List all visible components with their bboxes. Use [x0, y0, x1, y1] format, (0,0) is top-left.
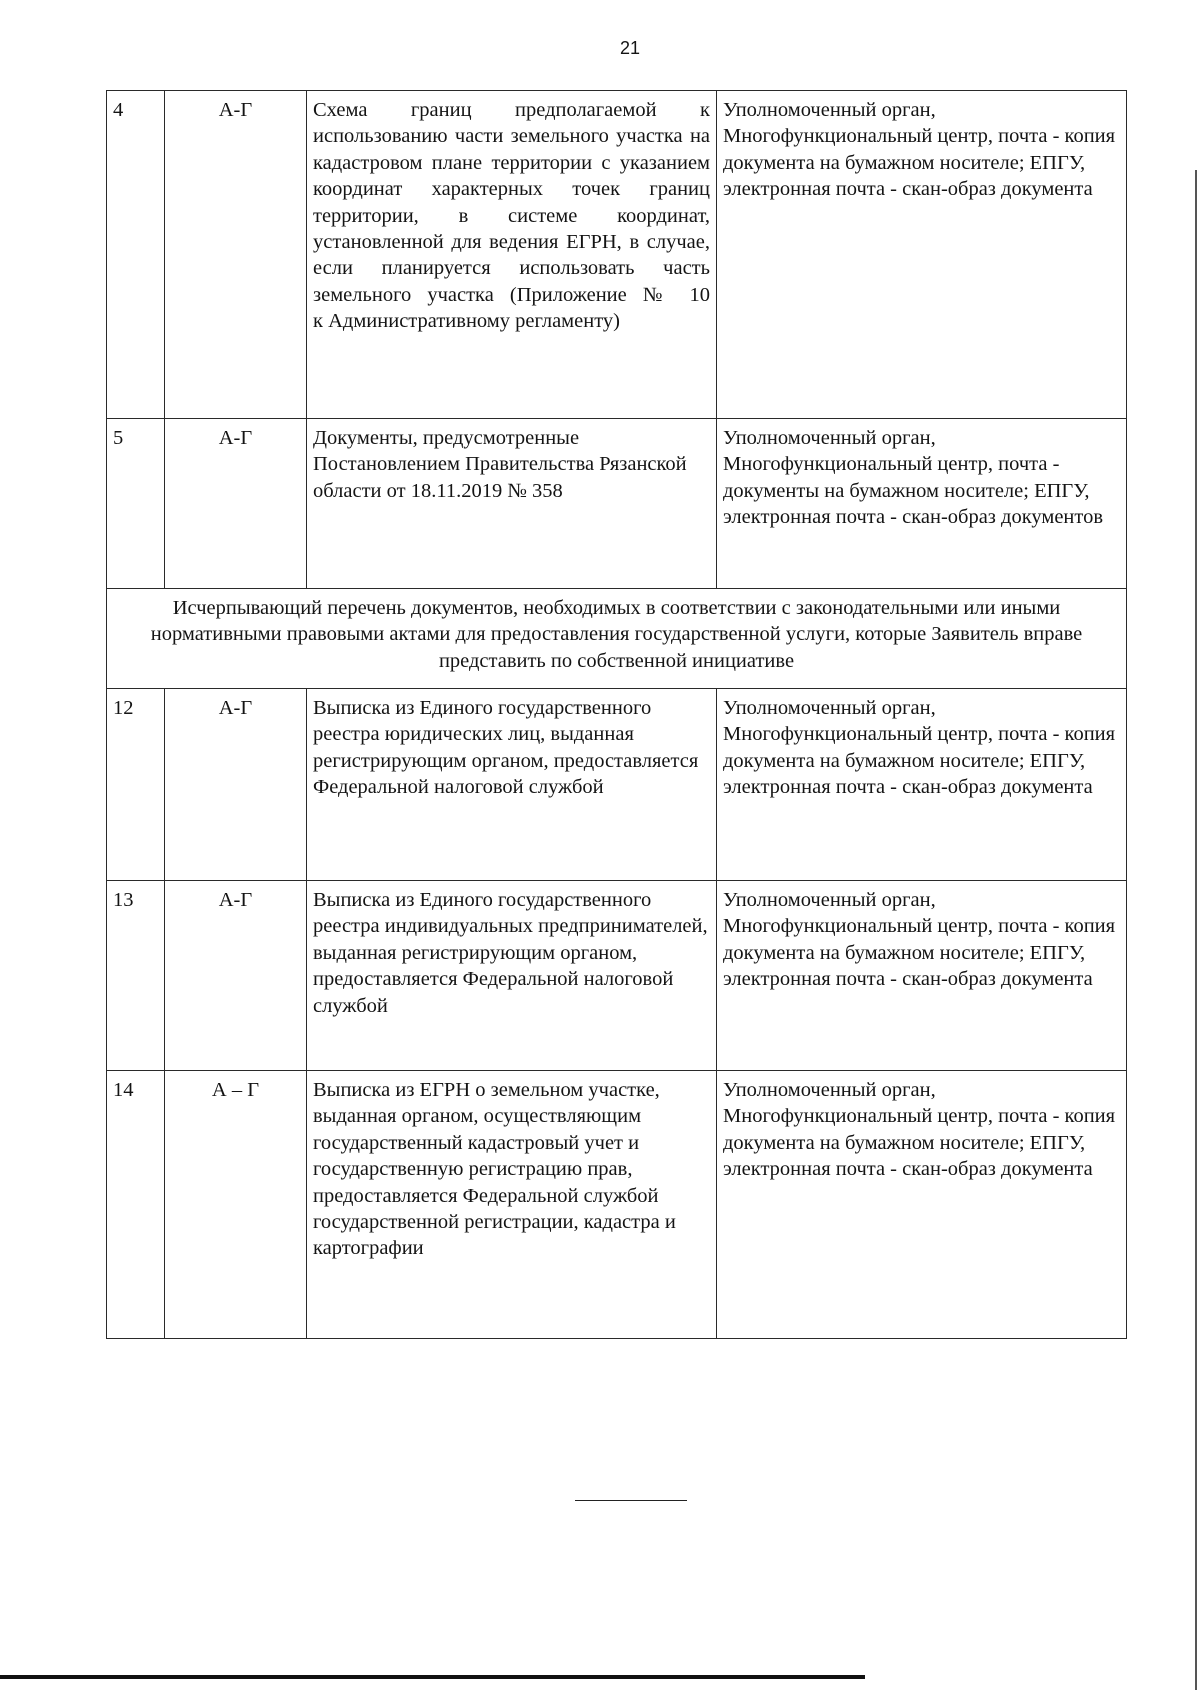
signature-line [575, 1500, 687, 1501]
row-code: А-Г [165, 689, 307, 881]
row-submission: Уполномоченный орган, Многофункциональный центр, почта - копия документа на бумажном носителе; ЕПГУ, электронная почта - скан-образ документа [717, 91, 1127, 419]
row-number: 14 [107, 1071, 165, 1339]
row-submission: Уполномоченный орган, Многофункциональный центр, почта - копия документа на бумажном носителе; ЕПГУ, электронная почта - скан-образ документа [717, 881, 1127, 1071]
table-row [107, 419, 1127, 589]
row-code: А-Г [165, 419, 307, 589]
page-number: 21 [619, 38, 641, 58]
table-row [107, 1071, 1127, 1339]
documents-table [106, 90, 1127, 1339]
row-number: 12 [107, 689, 165, 881]
row-description: Документы, предусмотренные Постановлением Правительства Рязанской области от 18.11.2019 № 358 [307, 419, 717, 589]
row-code: А-Г [165, 91, 307, 419]
row-code: А – Г [165, 1071, 307, 1339]
row-submission: Уполномоченный орган, Многофункциональный центр, почта - копия документа на бумажном носителе; ЕПГУ, электронная почта - скан-образ документа [717, 1071, 1127, 1339]
row-description: Выписка из Единого государственного реестра юридических лиц, выданная регистрирующим органом, предоставляется Федеральной налоговой службой [307, 689, 717, 881]
section-heading-row [107, 589, 1127, 689]
table-row [107, 881, 1127, 1071]
row-description: Выписка из Единого государственного реестра индивидуальных предпринимателей, выданная регистрирующим органом, предоставляется Федеральной налоговой службой [307, 881, 717, 1071]
section-heading: Исчерпывающий перечень документов, необходимых в соответствии с законодательными или иными нормативными правовыми актами для предоставления государственной услуги, которые Заявитель вправе представить по собственной инициативе [107, 589, 1127, 689]
row-submission: Уполномоченный орган, Многофункциональный центр, почта - документы на бумажном носителе; ЕПГУ, электронная почта - скан-образ документов [717, 419, 1127, 589]
row-submission: Уполномоченный орган, Многофункциональный центр, почта - копия документа на бумажном носителе; ЕПГУ, электронная почта - скан-образ документа [717, 689, 1127, 881]
scan-edge-line [1195, 170, 1197, 1690]
table-row [107, 91, 1127, 419]
row-number: 13 [107, 881, 165, 1071]
table-row [107, 689, 1127, 881]
row-description: Схема границ предполагаемой к использованию части земельного участка на кадастровом плане территории с указанием координат характерных точек границ территории, в системе координат, установленной для ведения ЕГРН, в случае, если планируется использовать часть земельного участка (Приложение № 10 к Административному регламенту) [307, 91, 717, 419]
bottom-rule [0, 1675, 865, 1679]
row-number: 4 [107, 91, 165, 419]
row-code: А-Г [165, 881, 307, 1071]
row-number: 5 [107, 419, 165, 589]
row-description: Выписка из ЕГРН о земельном участке, выданная органом, осуществляющим государственный кадастровый учет и государственную регистрацию прав, предоставляется Федеральной службой государственной регистрации, кадастра и картографии [307, 1071, 717, 1339]
